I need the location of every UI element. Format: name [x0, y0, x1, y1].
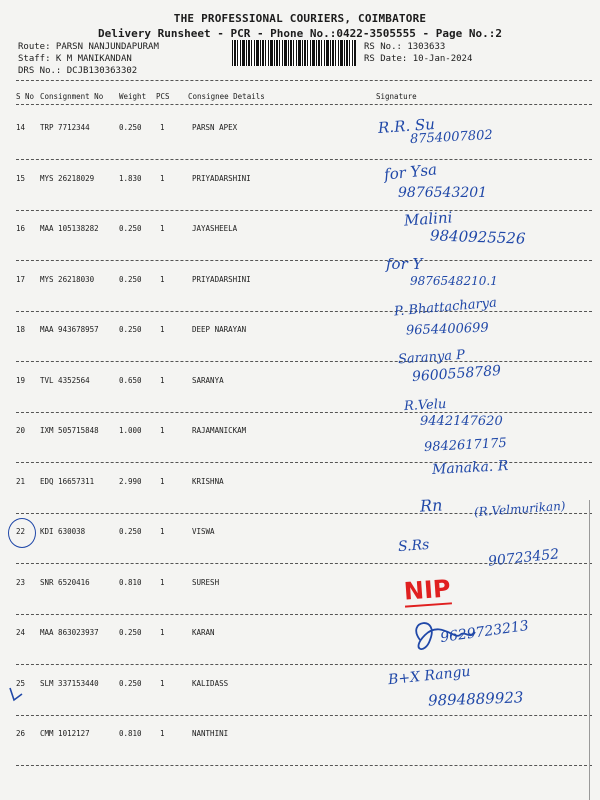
cell-pcs: 1: [160, 375, 165, 385]
cell-sno: 24: [16, 628, 26, 637]
cell-consignee: KARAN: [192, 628, 215, 637]
cell-pcs: 1: [160, 325, 165, 334]
row-divider: [16, 210, 592, 211]
staff-label: Staff: K M MANIKANDAN: [18, 54, 132, 64]
margin-tick-mark: [6, 684, 26, 704]
hw-r21-sign: Manaka. R: [431, 458, 509, 478]
row-divider: [16, 412, 592, 413]
nip-stamp: NIP: [403, 574, 452, 606]
cell-consignment-no: MAA 105138282: [40, 224, 99, 233]
hw-r14-sign: R.R. Su: [377, 115, 436, 137]
cell-sno: 23: [16, 577, 26, 587]
hw-r22-sign: Rn: [419, 495, 443, 516]
col-sno: S No: [16, 92, 35, 101]
cell-pcs: 1: [160, 274, 165, 284]
cell-consignee: JAYASHEELA: [192, 224, 238, 233]
cell-pcs: 1: [160, 224, 165, 233]
cell-sno: 18: [16, 325, 26, 334]
col-pcs: PCS: [156, 92, 170, 101]
cell-sno: 20: [16, 426, 26, 435]
row-divider: [16, 664, 592, 665]
cell-sno: 25: [16, 678, 26, 688]
rs-date: RS Date: 10-Jan-2024: [364, 54, 473, 64]
cell-consignment-no: EDQ 16657311: [40, 476, 95, 486]
hw-r23-sign: S.Rs: [397, 536, 430, 556]
cell-consignment-no: CMM 1012127: [40, 729, 90, 738]
hw-r23-phone: 90723452: [487, 546, 560, 570]
cell-consignment-no: KDI 630038: [40, 527, 86, 536]
cell-consignment-no: TRP 7712344: [40, 123, 90, 132]
hw-r19-sign: Saranya P: [397, 347, 466, 368]
hw-r18-sign: P. Bhattacharya: [393, 295, 498, 320]
cell-consignee: KALIDASS: [192, 678, 229, 688]
cell-sno: 17: [16, 274, 26, 284]
cell-consignee: DEEP NARAYAN: [192, 325, 247, 334]
cell-pcs: 1: [160, 173, 165, 183]
page-edge-line: [589, 500, 590, 800]
cell-weight: 0.250: [119, 274, 142, 284]
hw-r20-sign: R.Velu: [403, 396, 447, 415]
hw-r21-phone: 9842617175: [423, 435, 508, 456]
row-divider: [16, 715, 592, 716]
hw-r20-phone: 9442147620: [420, 414, 503, 429]
drs-number: DRS No.: DCJB130363302: [18, 66, 138, 76]
cell-consignee: PRIYADARSHINI: [192, 173, 251, 183]
row-23-circle-mark: [8, 518, 36, 548]
cell-weight: 0.250: [119, 325, 142, 334]
cell-weight: 0.250: [119, 678, 142, 688]
row-divider: [16, 361, 592, 362]
cell-consignment-no: MAA 943678957: [40, 325, 99, 334]
cell-sno: 19: [16, 375, 26, 385]
hw-r25-phone: 9629723213: [439, 617, 530, 647]
cell-sno: 22: [16, 527, 26, 536]
cell-consignee: NANTHINI: [192, 729, 229, 738]
cell-pcs: 1: [160, 476, 165, 486]
route-label: Route: PARSN NANJUNDAPURAM: [18, 42, 159, 52]
cell-consignment-no: MYS 26218029: [40, 173, 95, 183]
cell-consignee: SARANYA: [192, 375, 224, 385]
cell-consignee: RAJAMANICKAM: [192, 426, 247, 435]
divider: [16, 80, 592, 81]
hw-r17-sign: for Y: [386, 255, 423, 273]
row-divider: [16, 159, 592, 160]
hw-r26-sign: B+X Rangu: [387, 663, 472, 689]
cell-consignment-no: SLM 337153440: [40, 678, 99, 688]
cell-weight: 1.000: [119, 426, 142, 435]
cell-weight: 1.830: [119, 173, 142, 183]
cell-sno: 14: [16, 123, 26, 132]
cell-pcs: 1: [160, 628, 165, 637]
cell-sno: 21: [16, 476, 26, 486]
company-title: THE PROFESSIONAL COURIERS, COIMBATORE: [173, 12, 427, 25]
hw-r22-name: (R.Velmurikan): [473, 498, 566, 520]
cell-weight: 0.810: [119, 729, 142, 738]
cell-pcs: 1: [160, 678, 165, 688]
cell-pcs: 1: [160, 729, 165, 738]
hw-r18-phone: 9654400699: [405, 320, 489, 339]
cell-pcs: 1: [160, 577, 165, 587]
row-divider: [16, 260, 592, 261]
hw-r16-phone: 9840925526: [429, 226, 526, 248]
cell-consignment-no: MYS 26218030: [40, 274, 95, 284]
cell-pcs: 1: [160, 527, 165, 536]
row-divider: [16, 765, 592, 766]
barcode-image: [232, 40, 356, 66]
hw-r25-signature-scribble: [400, 610, 480, 660]
cell-sno: 16: [16, 224, 26, 233]
col-signature: Signature: [376, 92, 417, 101]
cell-weight: 0.650: [119, 375, 142, 385]
cell-pcs: 1: [160, 123, 165, 132]
cell-consignee: SURESH: [192, 577, 220, 587]
cell-weight: 0.250: [119, 123, 142, 132]
hw-r26-phone: 9894889923: [427, 688, 524, 710]
cell-consignment-no: TVL 4352564: [40, 375, 90, 385]
col-consignment: Consignment No: [40, 92, 104, 101]
cell-weight: 2.990: [119, 476, 142, 486]
row-divider: [16, 311, 592, 312]
runsheet-subtitle: Delivery Runsheet - PCR - Phone No.:0422-3505555 - Page No.:2: [98, 27, 502, 40]
cell-consignee: VISWA: [192, 527, 215, 536]
cell-consignment-no: MAA 863023937: [40, 628, 99, 637]
cell-consignee: PRIYADARSHINI: [192, 274, 251, 284]
hw-r15-phone: 9876543201: [398, 185, 488, 201]
hw-r19-phone: 9600558789: [411, 362, 502, 386]
col-consignee: Consignee Details: [188, 92, 265, 101]
cell-weight: 0.810: [119, 577, 142, 587]
hw-r14-phone: 8754007802: [409, 127, 494, 148]
hw-r15-sign: for Ysa: [383, 160, 438, 184]
cell-consignee: PARSN APEX: [192, 123, 238, 132]
divider: [16, 104, 592, 105]
cell-pcs: 1: [160, 426, 165, 435]
hw-r17-phone: 9876548210.1: [410, 274, 498, 288]
rs-number: RS No.: 1303633: [364, 42, 446, 52]
cell-consignment-no: IXM 505715848: [40, 426, 99, 435]
row-divider: [16, 614, 592, 615]
cell-sno: 15: [16, 173, 26, 183]
cell-sno: 26: [16, 729, 26, 738]
cell-consignee: KRISHNA: [192, 476, 224, 486]
cell-weight: 0.250: [119, 628, 142, 637]
cell-consignment-no: SNR 6520416: [40, 577, 90, 587]
hw-r16-sign: Malini: [403, 208, 453, 230]
cell-weight: 0.250: [119, 527, 142, 536]
col-weight: Weight: [119, 92, 147, 101]
cell-weight: 0.250: [119, 224, 142, 233]
